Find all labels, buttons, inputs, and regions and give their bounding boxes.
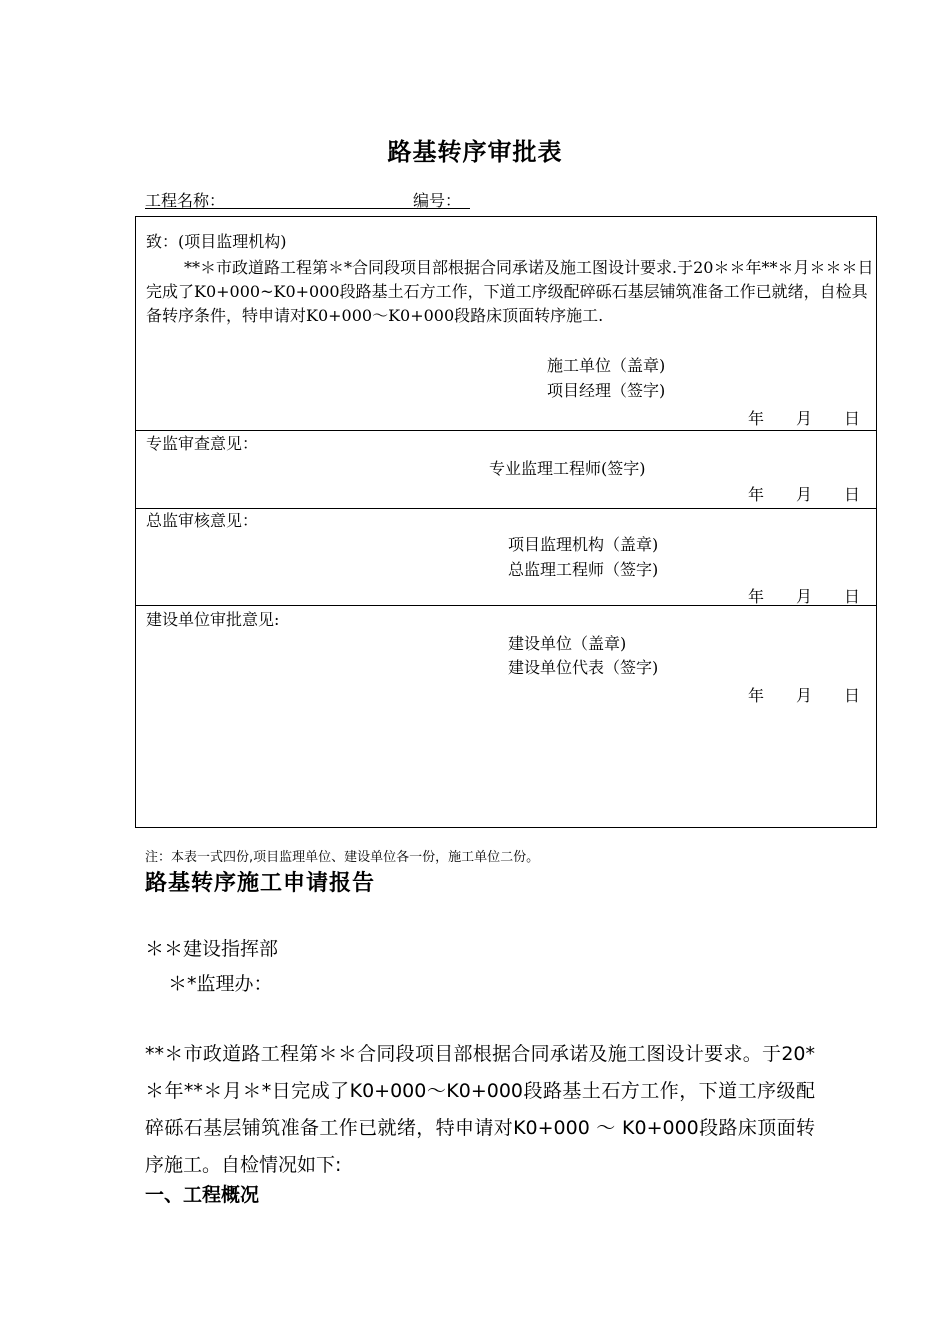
addressee-supervision: ＊*监理办：	[168, 973, 273, 995]
day-label: 日	[844, 485, 861, 504]
year-label: 年	[748, 587, 765, 606]
day-label: 日	[844, 686, 861, 705]
specialist-label: 专监审查意见：	[146, 434, 259, 453]
form-title: 路基转序审批表	[387, 138, 563, 166]
month-label: 月	[796, 686, 813, 705]
year-label: 年	[748, 409, 765, 428]
request-section	[136, 217, 876, 431]
owner-unit-seal: 建设单位（盖章)	[508, 634, 627, 653]
report-title: 路基转序施工申请报告	[145, 871, 376, 896]
owner-rep-sign: 建设单位代表（签字)	[508, 658, 659, 677]
header-underline	[145, 208, 470, 209]
specialist-engineer-sign: 专业监理工程师(签字)	[489, 459, 646, 478]
chief-engineer-sign: 总监理工程师（签字)	[508, 560, 659, 579]
number-label: 编号：	[413, 191, 462, 210]
request-text: **＊市政道路工程第＊*合同段项目部根据合同承诺及施工图设计要求.于20＊＊年**＊月＊＊＊日完成了K0+000~K0+000段路基土石方工作，下道工序级配碎砾石基层铺筑准备工作已就绪，自检具备转序条件，特申请对K0+000～K0+000段路床顶面转序施工.	[146, 258, 874, 325]
day-label: 日	[844, 409, 861, 428]
approval-form-table	[135, 216, 877, 828]
to-line: 致：(项目监理机构)	[146, 232, 287, 251]
addressee-headquarters: ＊＊建设指挥部	[145, 938, 279, 960]
form-note: 注：本表一式四份,项目监理单位、建设单位各一份，施工单位二份。	[145, 850, 540, 865]
owner-approval-section	[136, 605, 876, 827]
report-body: **＊市政道路工程第＊＊合同段项目部根据合同承诺及施工图设计要求。于20*＊年**＊月＊*日完成了K0+000～K0+000段路基土石方工作，下道工序级配碎砾石基层铺筑准备工作已就绪，特申请对K0+000 ～ K0+000段路床顶面转序施工。自检情况如下:	[145, 1043, 815, 1176]
day-label: 日	[844, 587, 861, 606]
month-label: 月	[796, 587, 813, 606]
chief-review-section	[136, 508, 876, 606]
section-heading-overview: 一、工程概况	[145, 1184, 260, 1206]
supervision-org-seal: 项目监理机构（盖章)	[508, 535, 659, 554]
owner-label: 建设单位审批意见:	[146, 610, 280, 629]
year-label: 年	[748, 686, 765, 705]
project-manager-sign: 项目经理（签字)	[547, 381, 666, 400]
specialist-review-section	[136, 430, 876, 509]
month-label: 月	[796, 409, 813, 428]
chief-label: 总监审核意见：	[146, 511, 259, 530]
year-label: 年	[748, 485, 765, 504]
month-label: 月	[796, 485, 813, 504]
construction-unit-seal: 施工单位（盖章)	[547, 356, 666, 375]
project-name-label: 工程名称：	[145, 191, 226, 210]
